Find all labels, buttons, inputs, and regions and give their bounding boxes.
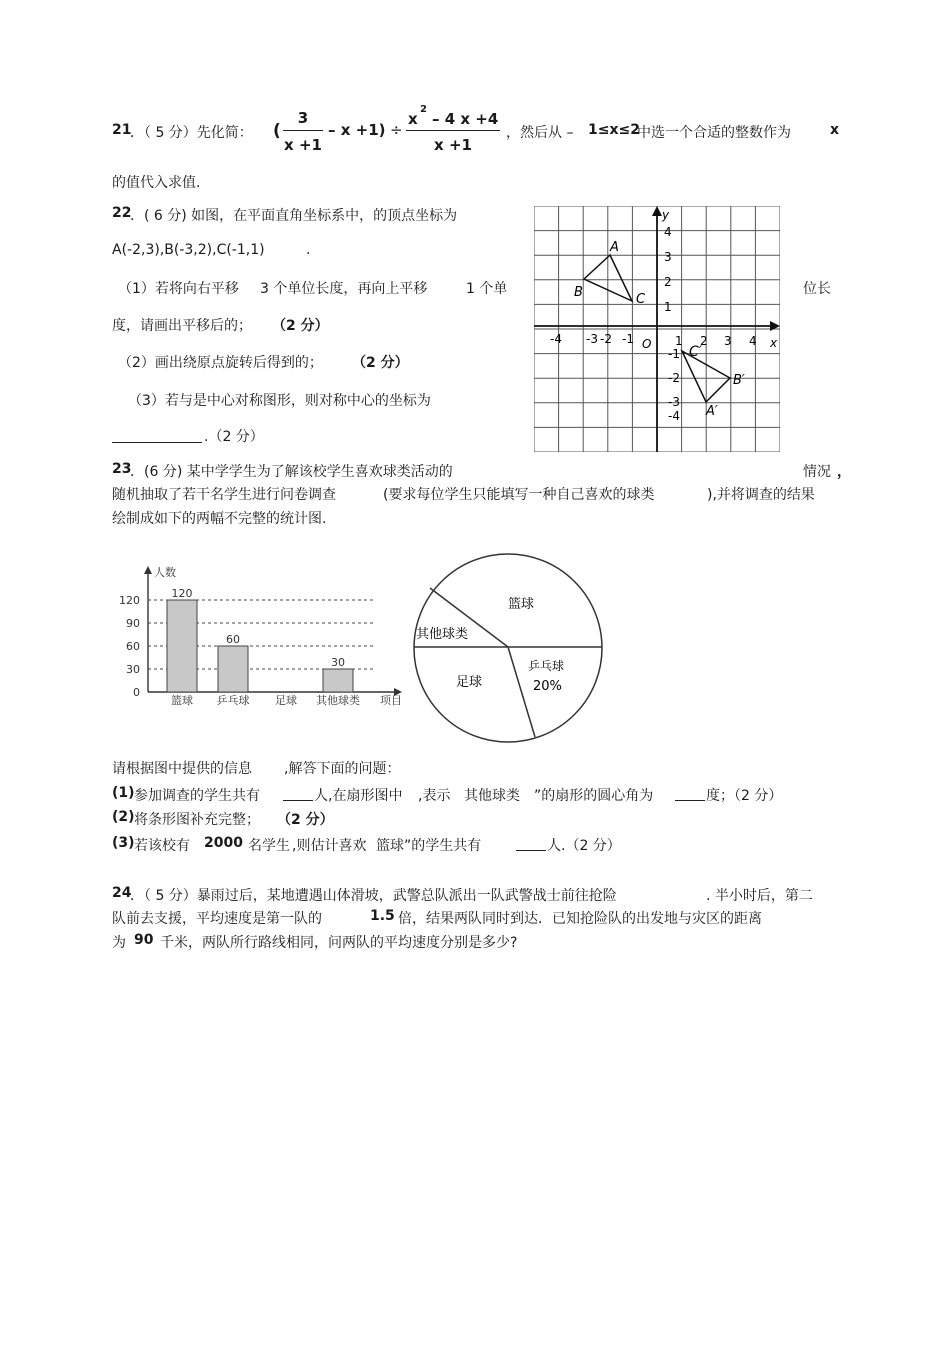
q24-line2-a: 队前去支援，平均速度是第一队的 [112, 911, 322, 927]
y-tick: -3 [668, 395, 680, 409]
pie-label-pingpong-pct: 20% [533, 679, 562, 694]
x-tick: -1 [622, 332, 634, 346]
q21-intro: ．（ 5 分）先化简： [130, 125, 253, 141]
q23-line1-end: 情况 [803, 464, 831, 480]
q23-s1-text5: ”的扇形的圆心角为 [534, 788, 654, 804]
q21-range: 1≤x≤2 [588, 122, 640, 138]
point-b-prime-label: B′ [733, 373, 745, 388]
q23-s1-text3: ,表示 [418, 788, 451, 804]
y-tick: -2 [668, 371, 680, 385]
q23-line2-a: 随机抽取了若干名学生进行问卷调查 [112, 487, 336, 503]
bar-chart-bars [167, 600, 353, 692]
q23-s3-text4: 篮球 [376, 838, 404, 854]
q22-p1-c: 1 个单 [466, 281, 508, 297]
coordinate-grid [534, 206, 780, 452]
bar-ytick: 0 [133, 686, 140, 699]
q22-answer-blank [112, 424, 202, 443]
q22-p3-score: .（2 分） [204, 429, 264, 445]
q23-s2-text: 将条形图补充完整； [134, 812, 260, 828]
y-tick: -1 [668, 347, 680, 361]
q21-frac1-denominator: x +1 [284, 136, 322, 154]
point-a-label: A [610, 240, 619, 255]
x-tick: -2 [600, 332, 612, 346]
q23-s1-text: 参加调查的学生共有 [134, 788, 260, 804]
x-tick: 1 [675, 334, 683, 348]
point-a-prime-label: A′ [706, 404, 718, 419]
q21-frac2-bar [406, 130, 500, 131]
x-tick: -4 [550, 332, 562, 346]
q21-line2: 的值代入求值. [112, 175, 201, 191]
q24-line3-a: 为 [112, 935, 126, 951]
bar-y-axis-arrow [144, 566, 152, 574]
y-tick: 1 [664, 300, 672, 314]
q24-line1-a: ．（ 5 分）暴雨过后，某地遭遇山体滑坡，武警总队派出一队武警战士前往抢险 [130, 888, 617, 904]
x-tick: 3 [724, 334, 732, 348]
bar-chart-labels [119, 565, 402, 707]
bar-category-label: 篮球 [171, 694, 193, 707]
q21-after: ，然后从 – [506, 125, 574, 141]
q21-frac2-num-base: x [408, 110, 418, 128]
bar-xlabel: 项目 [380, 694, 402, 707]
bar-category-label: 乒乓球 [216, 694, 250, 707]
x-tick: 2 [700, 334, 708, 348]
q21-divide: ÷ [390, 121, 403, 139]
q21-frac1-bar [283, 130, 323, 131]
x-tick: -3 [586, 332, 598, 346]
q23-s3-text3: ,则估计喜欢 [292, 838, 367, 854]
origin-label: O [642, 337, 652, 351]
q22-intro: ．( 6 分) 如图，在平面直角坐标系中，的顶点坐标为 [130, 208, 458, 224]
q22-p1-e: 度，请画出平移后的； [112, 318, 252, 334]
point-c-label: C [636, 292, 646, 307]
q23-s1-text2: 人,在扇形图中 [314, 788, 403, 804]
q21-var: x [830, 122, 840, 138]
q23-s3-text6: 人.（2 分） [547, 838, 621, 854]
q22-p1-b: 3 个单位长度，再向上平移 [260, 281, 428, 297]
bar-value-label: 60 [226, 633, 240, 646]
q23-s1-text6: 度；（2 分） [706, 788, 783, 804]
bar [323, 669, 353, 692]
q23-line2-b: (要求每位学生只能填写一种自己喜欢的球类 [383, 487, 655, 503]
bar-value-label: 120 [171, 587, 193, 600]
q24-line1-b: . 半小时后，第二 [706, 888, 813, 904]
q21-frac1-numerator: 3 [297, 109, 309, 127]
bar [218, 646, 248, 692]
bar-ytick: 60 [126, 640, 140, 653]
q23-prompt: 请根据图中提供的信息 [112, 761, 252, 777]
q23-s1-text4: 其他球类 [464, 788, 520, 804]
q23-s3-text5: ”的学生共有 [404, 838, 482, 854]
q23-number: 23 [112, 461, 132, 477]
q24-line2-c: 倍，结果两队同时到达．已知抢险队的出发地与灾区的距离 [398, 911, 762, 927]
q24-line2-b: 1.5 [370, 908, 395, 924]
x-tick: 4 [749, 334, 757, 348]
q23-s2-score: （2 分） [277, 812, 334, 828]
q22-p2: （2）画出绕原点旋转后得到的； [118, 355, 323, 371]
point-b-label: B [574, 285, 583, 300]
q21-frac2-num-rest: – 4 x +4 [432, 110, 499, 128]
q22-p3: （3）若与是中心对称图形，则对称中心的坐标为 [128, 393, 431, 409]
q23-s2-num: (2) [112, 809, 135, 825]
bar-ylabel: 人数 [154, 566, 176, 579]
y-tick: 2 [664, 275, 672, 289]
q22-p2-score: （2 分） [352, 355, 409, 371]
bar [167, 600, 197, 692]
q22-number: 22 [112, 205, 132, 221]
pie-chart [410, 550, 606, 746]
q22-coords: A(-2,3),B(-3,2),C(-1,1) [112, 242, 265, 258]
bar-ytick: 120 [119, 594, 140, 607]
q23-s1-blank1 [283, 786, 313, 801]
bar-ytick: 30 [126, 663, 140, 676]
bar-category-label: 足球 [275, 694, 297, 707]
q21-lparen: ( [273, 121, 281, 141]
q23-s3-text2: 名学生 [248, 838, 290, 854]
q24-line3-c: 千米，两队所行路线相同，问两队的平均速度分别是多少? [160, 935, 518, 951]
bar-category-label: 其他球类 [316, 694, 360, 707]
bar-ytick: 90 [126, 617, 140, 630]
q24-number: 24 [112, 885, 132, 901]
y-axis-label: y [662, 208, 670, 222]
q23-line1: ．(6 分) 某中学学生为了解该校学生喜欢球类活动的 [130, 464, 453, 480]
q22-coords-end: . [306, 242, 311, 258]
point-c-prime-label: C′ [689, 344, 702, 360]
q23-prompt2: ,解答下面的问题： [284, 761, 401, 777]
bar-value-label: 30 [331, 656, 345, 669]
q21-number: 21 [112, 122, 132, 138]
y-tick: -4 [668, 409, 680, 423]
q22-p1-d: 位长 [803, 281, 831, 297]
q21-frac2-denominator: x +1 [434, 136, 472, 154]
pie-label-football: 足球 [456, 675, 483, 690]
q23-line1-comma: ， [837, 464, 851, 480]
q21-middle: – x +1) [328, 121, 386, 139]
bar-chart [112, 560, 412, 720]
q23-line3: 绘制成如下的两幅不完整的统计图. [112, 511, 327, 527]
x-axis-label: x [770, 336, 778, 350]
q21-frac2-exponent: 2 [420, 104, 427, 115]
q21-choose: 中选一个合适的整数作为 [637, 125, 791, 141]
q23-s1-num: (1) [112, 785, 135, 801]
q23-s3-text: 若该校有 [134, 838, 190, 854]
y-tick: 3 [664, 250, 672, 264]
pie-label-other: 其他球类 [416, 627, 469, 642]
q23-s3-blank [516, 836, 546, 851]
y-axis-arrow [652, 206, 662, 216]
pie-label-basketball: 篮球 [508, 597, 535, 612]
q22-p1-a: （1）若将向右平移 [118, 281, 239, 297]
q23-s3-num: (3) [112, 835, 135, 851]
q23-s3-count: 2000 [204, 835, 243, 851]
q22-p1-score: （2 分） [272, 318, 329, 334]
pie-label-pingpong: 乒乓球 [528, 659, 565, 673]
q23-line2-c: ),并将调查的结果 [707, 487, 815, 503]
q23-s1-blank2 [675, 786, 705, 801]
q24-line3-b: 90 [134, 932, 154, 948]
y-tick: 4 [664, 225, 672, 239]
